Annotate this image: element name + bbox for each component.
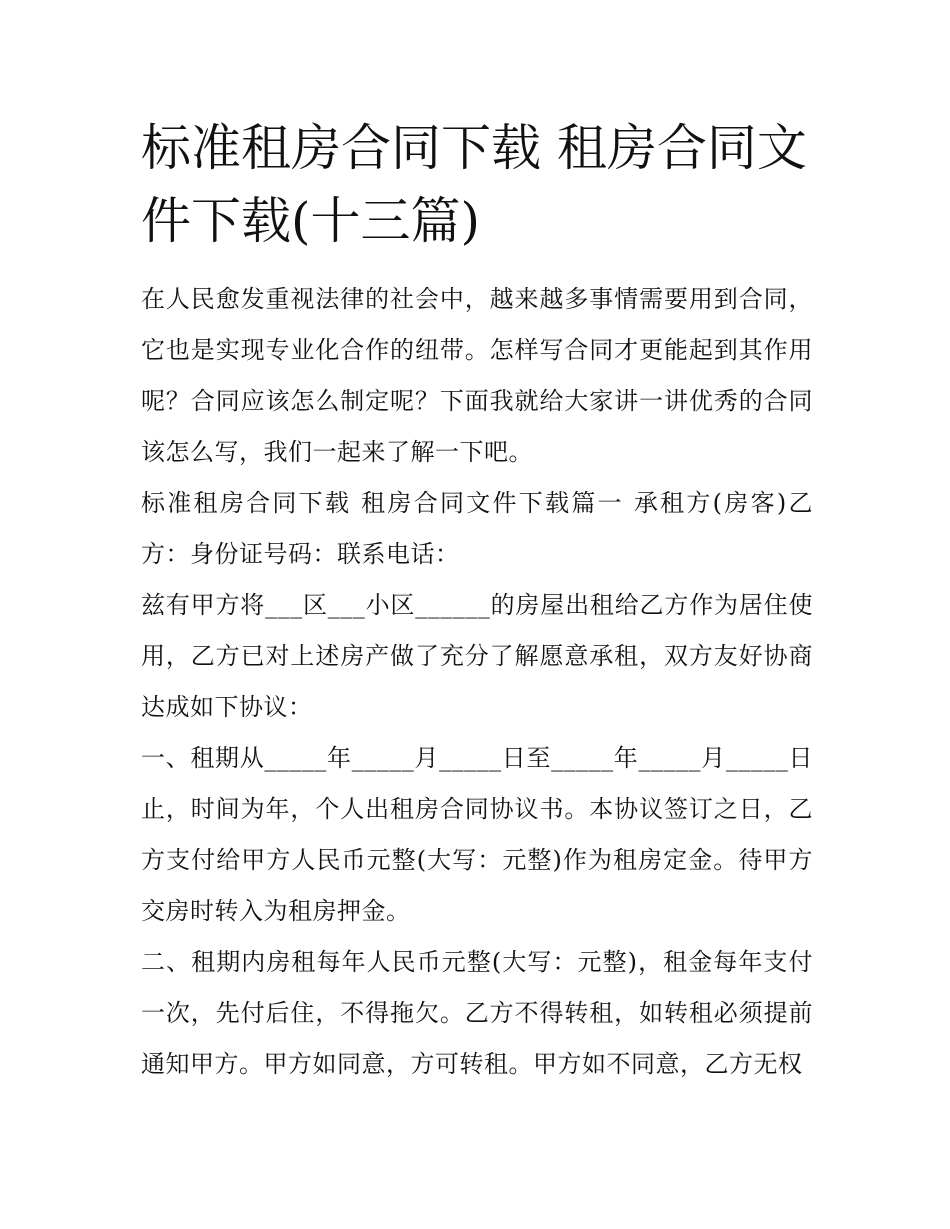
intro-paragraph: 在人民愈发重视法律的社会中，越来越多事情需要用到合同，它也是实现专业化合作的纽带。怎样写合同才更能起到其作用呢？合同应该怎么制定呢？下面我就给大家讲一讲优秀的合同该怎么写，我们一起来了解一下吧。 [141, 285, 813, 466]
document-title: 标准租房合同下载 租房合同文件下载(十三篇) [141, 119, 807, 250]
term-item-one: 一、租期从_____年_____月_____日至_____年_____月_____日止，时间为年，个人出租房合同协议书。本协议签订之日，乙方支付给甲方人民币元整(大写：元整)作为租房定金。待甲方交房时转入为租房押金。 [141, 744, 813, 925]
agreement-clause-paragraph: 兹有甲方将___区___小区______的房屋出租给乙方作为居住使用，乙方已对上述房产做了充分了解愿意承租，双方友好协商达成如下协议： [141, 591, 813, 721]
section-heading-paragraph: 标准租房合同下载 租房合同文件下载篇一 承租方(房客)乙方：身份证号码：联系电话： [141, 489, 813, 568]
term-item-two: 二、租期内房租每年人民币元整(大写：元整)，租金每年支付一次，先付后住，不得拖欠。乙方不得转租，如转租必须提前通知甲方。甲方如同意，方可转租。甲方如不同意，乙方无权 [141, 948, 813, 1078]
